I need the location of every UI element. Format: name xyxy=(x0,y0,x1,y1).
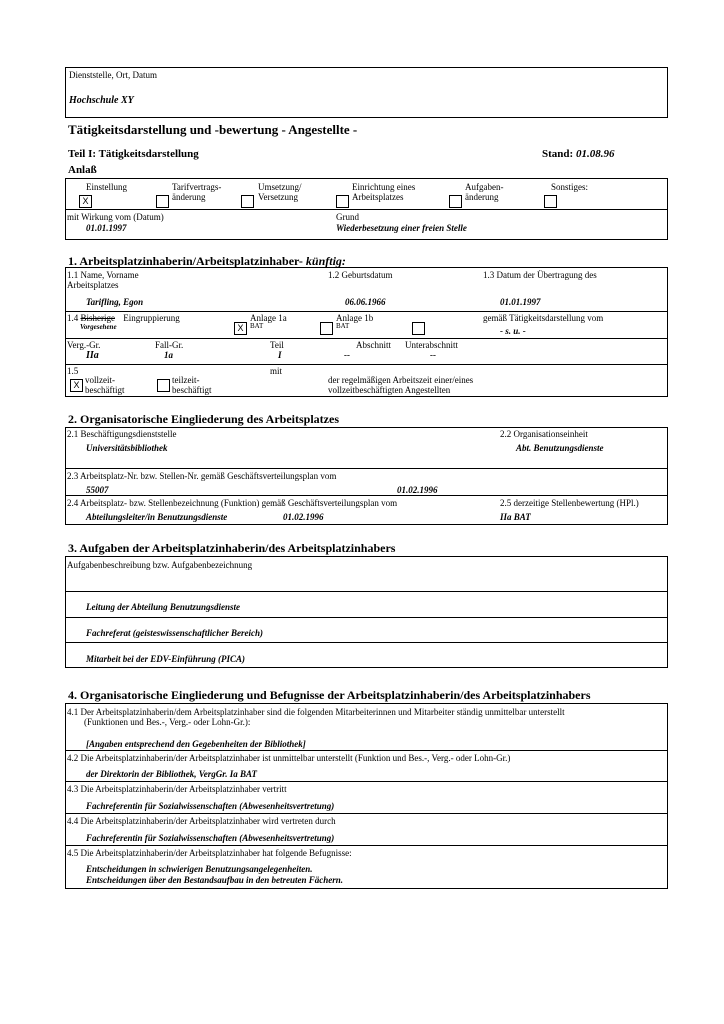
teil-value: I xyxy=(278,350,282,360)
b24-value: Abteilungsleiter/in Benutzungsdienste xyxy=(86,512,228,522)
r41-label: 4.1 Der Arbeitsplatzinhaberin/dem Arbeitsplatzinhaber sind die folgenden Mitarbeiterinnen und Mitarbeiter ständig unmittelbar unterstellt xyxy=(67,707,565,717)
anlass-option-label: änderung xyxy=(172,192,206,202)
regel-label-2: vollzeitbeschäftigten Angestellten xyxy=(328,385,451,395)
b21-value: Universitätsbibliothek xyxy=(86,443,168,453)
vorgesehene-label: Vorgesehene xyxy=(80,323,117,331)
divider xyxy=(65,845,668,846)
teil-label: Teil xyxy=(270,340,284,350)
gemaess-value: - s. u. - xyxy=(500,326,526,336)
anlass-option-label: Einstellung xyxy=(86,182,127,192)
r44-value: Fachreferentin für Sozialwissenschaften (Abwesenheitsvertretung) xyxy=(86,833,335,843)
einrichtung-checkbox[interactable] xyxy=(336,195,349,208)
r42-value: der Direktorin der Bibliothek, VergGr. Ia BAT xyxy=(86,769,258,779)
b25-label: 2.5 derzeitige Stellenbewertung (HPl.) xyxy=(500,498,639,508)
r45-value: Entscheidungen in schwierigen Benutzungsangelegenheiten. xyxy=(86,864,313,874)
divider xyxy=(65,750,668,751)
b24-label: 2.4 Arbeitsplatz- bzw. Stellenbezeichnung (Funktion) gemäß Geschäftsverteilungsplan vom xyxy=(67,498,398,508)
umsetzung-checkbox[interactable] xyxy=(241,195,254,208)
teilzeit-label: teilzeit- xyxy=(172,375,200,385)
regel-label: der regelmäßigen Arbeitszeit einer/eines xyxy=(328,375,474,385)
einstellung-checkbox[interactable] xyxy=(79,195,92,208)
verggr-label: Verg.-Gr. xyxy=(67,340,101,350)
r43-value: Fachreferentin für Sozialwissenschaften (Abwesenheitsvertretung) xyxy=(86,801,335,811)
bisherige-strike: Bisherige xyxy=(80,313,115,323)
divider xyxy=(65,338,668,339)
anlass-option-label: Tarifvertrags- xyxy=(172,182,222,192)
page-title: Tätigkeitsdarstellung und -bewertung - Angestellte - xyxy=(68,122,358,137)
vollzeit-checkbox[interactable] xyxy=(70,379,83,392)
r42-label: 4.2 Die Arbeitsplatzinhaberin/der Arbeitsplatzinhaber ist unmittelbar unterstellt (Funktion und Bes.-, Verg.- oder Lohn-Gr.) xyxy=(67,753,511,763)
b24-date: 01.02.1996 xyxy=(283,512,324,522)
b21-label: 2.1 Beschäftigungsdienststelle xyxy=(67,429,177,439)
uebertragung-label: 1.3 Datum der Übertragung des xyxy=(483,270,597,280)
task-item: Mitarbeit bei der EDV-Einführung (PICA) xyxy=(86,654,246,664)
divider xyxy=(65,781,668,782)
teilzeit-label-2: beschäftigt xyxy=(172,385,212,395)
anlass-divider xyxy=(65,209,668,210)
divider xyxy=(65,364,668,365)
r43-label: 4.3 Die Arbeitsplatzinhaberin/der Arbeitsplatzinhaber vertritt xyxy=(67,784,287,794)
uebertragung-value: 01.01.1997 xyxy=(500,297,541,307)
section3-heading: 3. Aufgaben der Arbeitsplatzinhaberin/des Arbeitsplatzinhabers xyxy=(68,541,396,555)
anlass-option-label: änderung xyxy=(465,192,499,202)
fallgr-value: 1a xyxy=(164,350,173,360)
r41-label-2: (Funktionen und Bes.-, Verg.- oder Lohn-Gr.): xyxy=(84,717,251,727)
tarifvertrag-checkbox[interactable] xyxy=(156,195,169,208)
grund-label: Grund xyxy=(336,212,359,222)
check-mark: X xyxy=(237,323,244,333)
geburtsdatum-value: 06.06.1966 xyxy=(345,297,386,307)
vollzeit-label: vollzeit- xyxy=(85,375,115,385)
dienststelle-label: Dienststelle, Ort, Datum xyxy=(69,70,157,80)
b23-label: 2.3 Arbeitsplatz-Nr. bzw. Stellen-Nr. gemäß Geschäftsverteilungsplan vom xyxy=(67,471,337,481)
b25-value: IIa BAT xyxy=(500,512,531,522)
stand xyxy=(542,148,614,160)
anlass-option-label: Sonstiges: xyxy=(551,182,589,192)
anlage1a-checkbox[interactable] xyxy=(234,322,247,335)
anlage1b-bat: BAT xyxy=(336,322,350,330)
eingruppierung-prefix: 1.4 xyxy=(67,313,79,323)
sonstiges-checkbox[interactable] xyxy=(544,195,557,208)
stand-label: Stand: xyxy=(542,148,574,160)
r15-label: 1.5 xyxy=(67,366,79,376)
eingruppierung-label xyxy=(67,313,180,323)
section4-heading: 4. Organisatorische Eingliederung und Befugnisse der Arbeitsplatzinhaberin/des Arbeitsplatzinhabers xyxy=(68,688,591,702)
grund-value: Wiederbesetzung einer freien Stelle xyxy=(336,223,467,233)
name-label: 1.1 Name, Vorname xyxy=(67,270,139,280)
divider xyxy=(65,495,668,496)
task-item: Fachreferat (geisteswissenschaftlicher Bereich) xyxy=(86,628,263,638)
section1-suffix: künftig: xyxy=(305,254,346,268)
fallgr-label: Fall-Gr. xyxy=(155,340,184,350)
eingruppierung-text: Eingruppierung xyxy=(123,313,180,323)
other-checkbox[interactable] xyxy=(412,322,425,335)
vollzeit-label-2: beschäftigt xyxy=(85,385,125,395)
anlass-heading: Anlaß xyxy=(68,164,97,176)
verggr-value: IIa xyxy=(86,350,99,361)
anlass-option-label: Arbeitsplatzes xyxy=(352,192,404,202)
abschnitt-label: Abschnitt xyxy=(356,340,391,350)
abschnitt-value: -- xyxy=(344,350,350,360)
stand-value: 01.08.96 xyxy=(575,148,615,160)
unterabschnitt-label: Unterabschnitt xyxy=(405,340,458,350)
task-item: Leitung der Abteilung Benutzungsdienste xyxy=(86,602,240,612)
anlass-option-label: Umsetzung/ xyxy=(258,182,302,192)
b22-label: 2.2 Organisationseinheit xyxy=(500,429,588,439)
anlass-option-label: Aufgaben- xyxy=(465,182,504,192)
anlage1a-label: Anlage 1a xyxy=(250,313,287,323)
name-label-2: Arbeitsplatzes xyxy=(67,280,119,290)
divider xyxy=(65,642,668,643)
b22-value: Abt. Benutzungsdienste xyxy=(516,443,604,453)
anlage1b-checkbox[interactable] xyxy=(320,322,333,335)
check-mark: X xyxy=(73,380,80,390)
divider xyxy=(65,813,668,814)
section3-box xyxy=(65,556,668,668)
r45-label: 4.5 Die Arbeitsplatzinhaberin/der Arbeitsplatzinhaber hat folgende Befugnisse: xyxy=(67,848,352,858)
r44-label: 4.4 Die Arbeitsplatzinhaberin/der Arbeitsplatzinhaber wird vertreten durch xyxy=(67,816,336,826)
geburtsdatum-label: 1.2 Geburtsdatum xyxy=(328,270,393,280)
divider xyxy=(65,468,668,469)
dienststelle-value: Hochschule XY xyxy=(69,95,134,106)
divider xyxy=(65,311,668,312)
teil-heading: Teil I: Tätigkeitsdarstellung xyxy=(68,148,199,160)
divider xyxy=(65,617,668,618)
wirkung-value: 01.01.1997 xyxy=(86,223,127,233)
b23-value: 55007 xyxy=(86,485,109,495)
aufgaben-label: Aufgabenbeschreibung bzw. Aufgabenbezeichnung xyxy=(67,560,253,570)
check-mark: X xyxy=(82,196,89,206)
divider xyxy=(65,591,668,592)
unterabschnitt-value: -- xyxy=(430,350,436,360)
section1-title: 1. Arbeitsplatzinhaberin/Arbeitsplatzinhaber- xyxy=(68,254,303,268)
gemaess-label: gemäß Tätigkeitsdarstellung vom xyxy=(483,313,604,323)
anlage1b-label: Anlage 1b xyxy=(336,313,374,323)
r45-value-2: Entscheidungen über den Bestandsaufbau in den betreuten Fächern. xyxy=(86,875,344,885)
aufgabenaenderung-checkbox[interactable] xyxy=(449,195,462,208)
name-value: Tarifling, Egon xyxy=(86,297,144,307)
r41-value: [Angaben entsprechend den Gegebenheiten der Bibliothek] xyxy=(86,739,306,749)
mit-label: mit xyxy=(270,366,283,376)
anlass-option-label: Einrichtung eines xyxy=(352,182,416,192)
wirkung-label: mit Wirkung vom (Datum) xyxy=(67,212,164,222)
anlass-option-label: Versetzung xyxy=(258,192,298,202)
b23-date: 01.02.1996 xyxy=(397,485,438,495)
anlage1a-bat: BAT xyxy=(250,322,264,330)
teilzeit-checkbox[interactable] xyxy=(157,379,170,392)
section2-heading: 2. Organisatorische Eingliederung des Arbeitsplatzes xyxy=(68,412,339,426)
section4-box xyxy=(65,703,668,889)
